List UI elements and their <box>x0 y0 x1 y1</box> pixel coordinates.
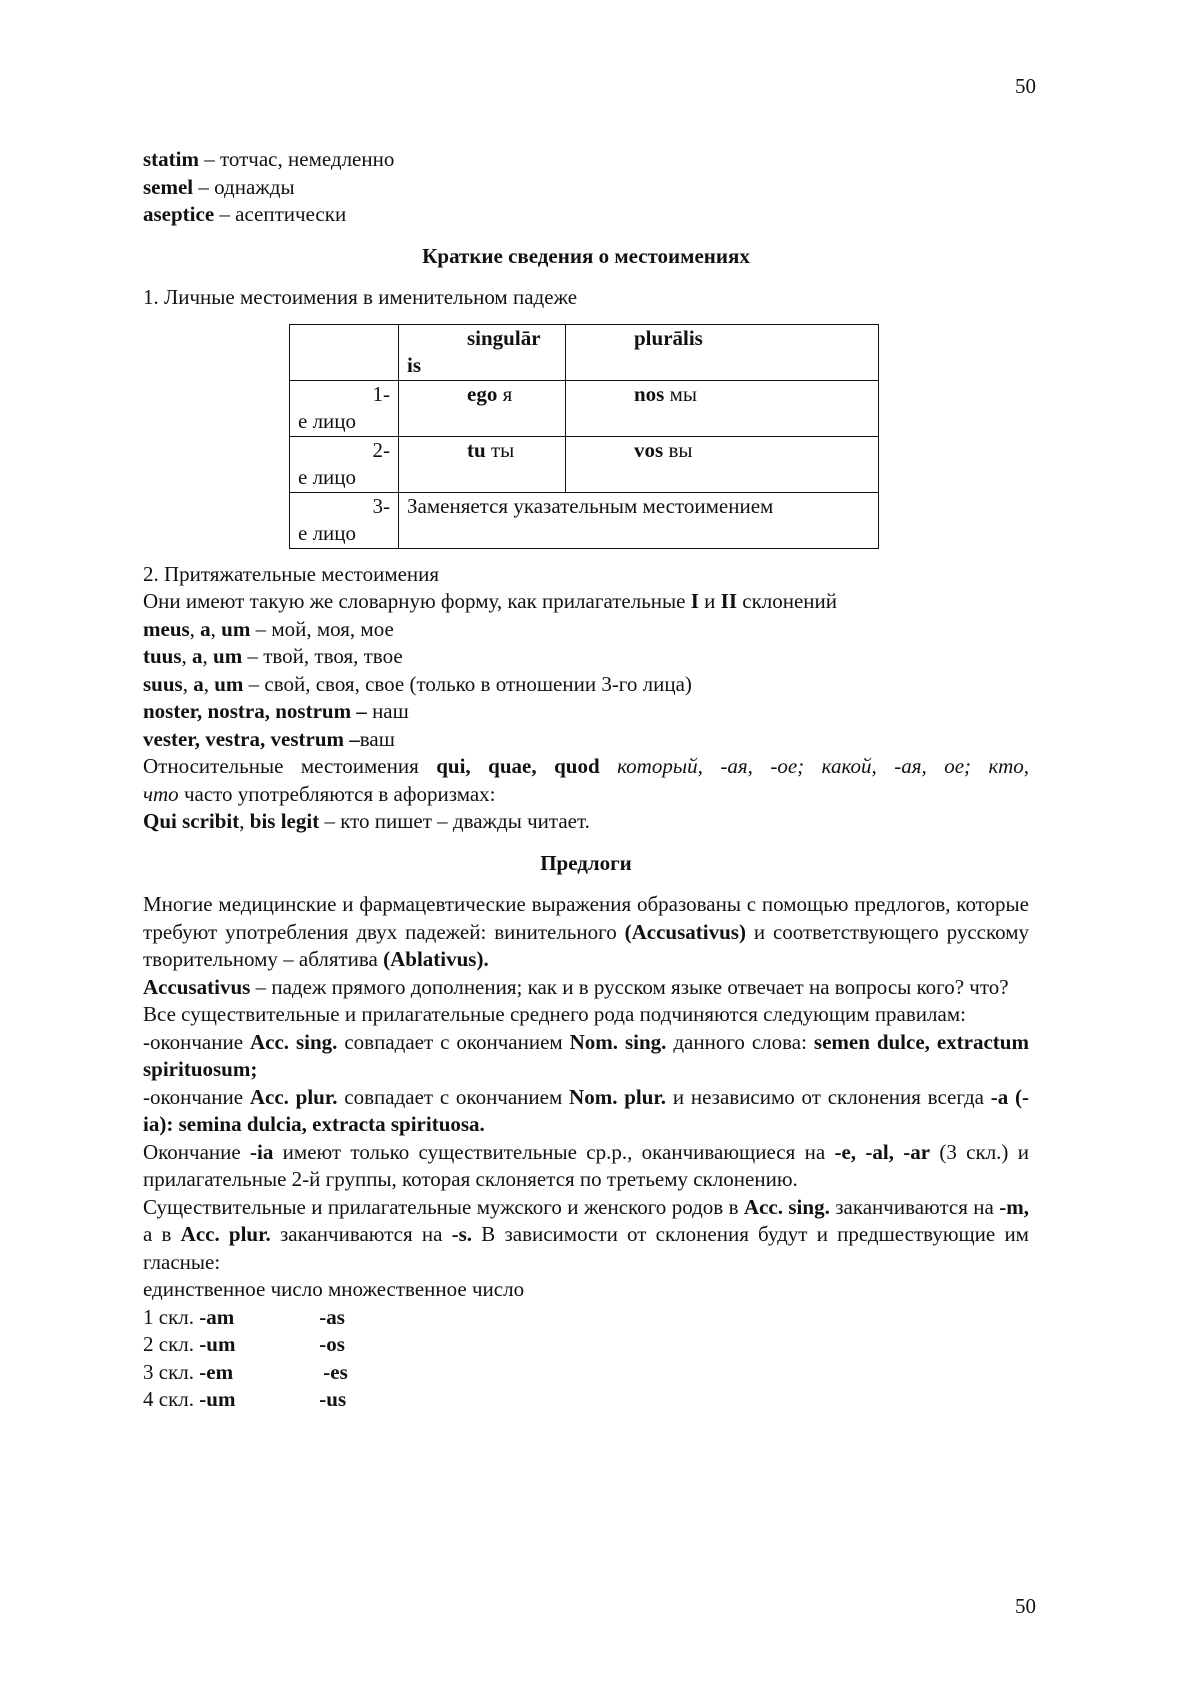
paragraph: -окончание Acc. sing. совпадает с окончанием Nom. sing. данного слова: semen dulce, extractum spirituosum; <box>143 1029 1029 1081</box>
table-header-row <box>290 324 879 380</box>
possessive-item: tuus, a, um – твой, твоя, твое <box>143 644 403 668</box>
paragraph: Accusativus – падеж прямого дополнения; как и в русском языке отвечает на вопросы кого? что? <box>143 974 1009 999</box>
paragraph: Многие медицинские и фармацевтические выражения образованы с помощью предлогов, которые требуют употребления двух падежей: винительного (Accusativus) и соответствующего русскому творительному – аблятива (Ablativus). <box>143 892 1029 971</box>
singular-cell: ego я <box>399 380 566 436</box>
section-title-prepositions: Предлоги <box>540 850 632 875</box>
ending-row: 3 скл. -em -es <box>143 1359 348 1384</box>
page-number-bottom: 50 <box>1015 1594 1036 1618</box>
header-pluralis: plurālis <box>566 324 879 380</box>
table-row <box>290 492 879 548</box>
paragraph: Окончание -ia имеют только существительные ср.р., оканчивающиеся на -e, -al, -ar (3 скл.) и прилагательные 2-й группы, которая склоняется по третьему склонению. <box>143 1139 1029 1191</box>
latin-word: aseptice <box>143 202 215 226</box>
possessive-item: suus, a, um – свой, своя, свое (только в отношении 3-го лица) <box>143 671 692 696</box>
paragraph: -окончание Acc. plur. совпадает с окончанием Nom. plur. и независимо от склонения всегда -a (-ia): semina dulcia, extracta spirituosa. <box>143 1084 1029 1136</box>
header-singularis: singulār is <box>399 324 566 380</box>
adverb-line <box>143 201 1029 229</box>
possessive-item: meus, a, um – мой, моя, мое <box>143 616 394 641</box>
relative-pronouns-line: Относительные местоимения qui, quae, quod который, -ая, -ое; какой, -ая, ое; кто, <box>143 754 1029 778</box>
person-cell: 1- е лицо <box>290 380 399 436</box>
numbers-header: единственное число множественное число <box>143 1277 525 1301</box>
possessive-heading: 2. Притяжательные местоимения <box>143 561 440 586</box>
possessive-item: noster, nostra, nostrum – наш <box>143 699 409 723</box>
translation: – асептически <box>214 202 347 226</box>
personal-pronouns-heading: 1. Личные местоимения в именительном падеже <box>143 285 578 309</box>
ending-row: 4 скл. -um -us <box>143 1387 347 1411</box>
table-row <box>290 380 879 436</box>
third-person-note: Заменяется указательным местоимением <box>399 492 879 548</box>
plural-cell: vos вы <box>566 436 879 492</box>
latin-word: semel <box>143 174 194 199</box>
plural-cell: nos мы <box>566 380 879 436</box>
person-cell: 2- е лицо <box>290 436 399 492</box>
translation: – однажды <box>193 174 295 199</box>
singular-cell: tu ты <box>399 436 566 492</box>
section-title-pronouns: Краткие сведения о местоимениях <box>422 243 750 268</box>
translation: – тотчас, немедленно <box>199 147 395 171</box>
person-cell: 3- е лицо <box>290 492 399 548</box>
page-content <box>143 146 1029 1414</box>
adverb-line <box>143 146 1029 174</box>
table-row <box>290 436 879 492</box>
ending-row: 2 скл. -um -os <box>143 1332 345 1356</box>
paragraph: Существительные и прилагательные мужского и женского родов в Acc. sing. заканчиваются на -m, а в Acc. plur. заканчиваются на -s. В зависимости от склонения будут и предшествующие им гласные: <box>143 1194 1029 1274</box>
aphorism: Qui scribit, bis legit – кто пишет – дважды читает. <box>143 809 590 833</box>
relative-pronouns-line-2: что часто употребляются в афоризмах: <box>143 781 496 806</box>
paragraph: Все существительные и прилагательные среднего рода подчиняются следующим правилам: <box>143 1002 966 1026</box>
table-corner-cell <box>290 324 399 380</box>
page-number-top: 50 <box>1015 74 1036 98</box>
possessive-item: vester, vestra, vestrum –ваш <box>143 726 395 751</box>
latin-word: statim <box>143 147 199 171</box>
adverb-line <box>143 174 1029 202</box>
ending-row: 1 скл. -am -as <box>143 1304 345 1329</box>
possessive-intro: Они имеют такую же словарную форму, как прилагательные I и II склонений <box>143 589 838 613</box>
pronoun-table <box>289 324 879 549</box>
